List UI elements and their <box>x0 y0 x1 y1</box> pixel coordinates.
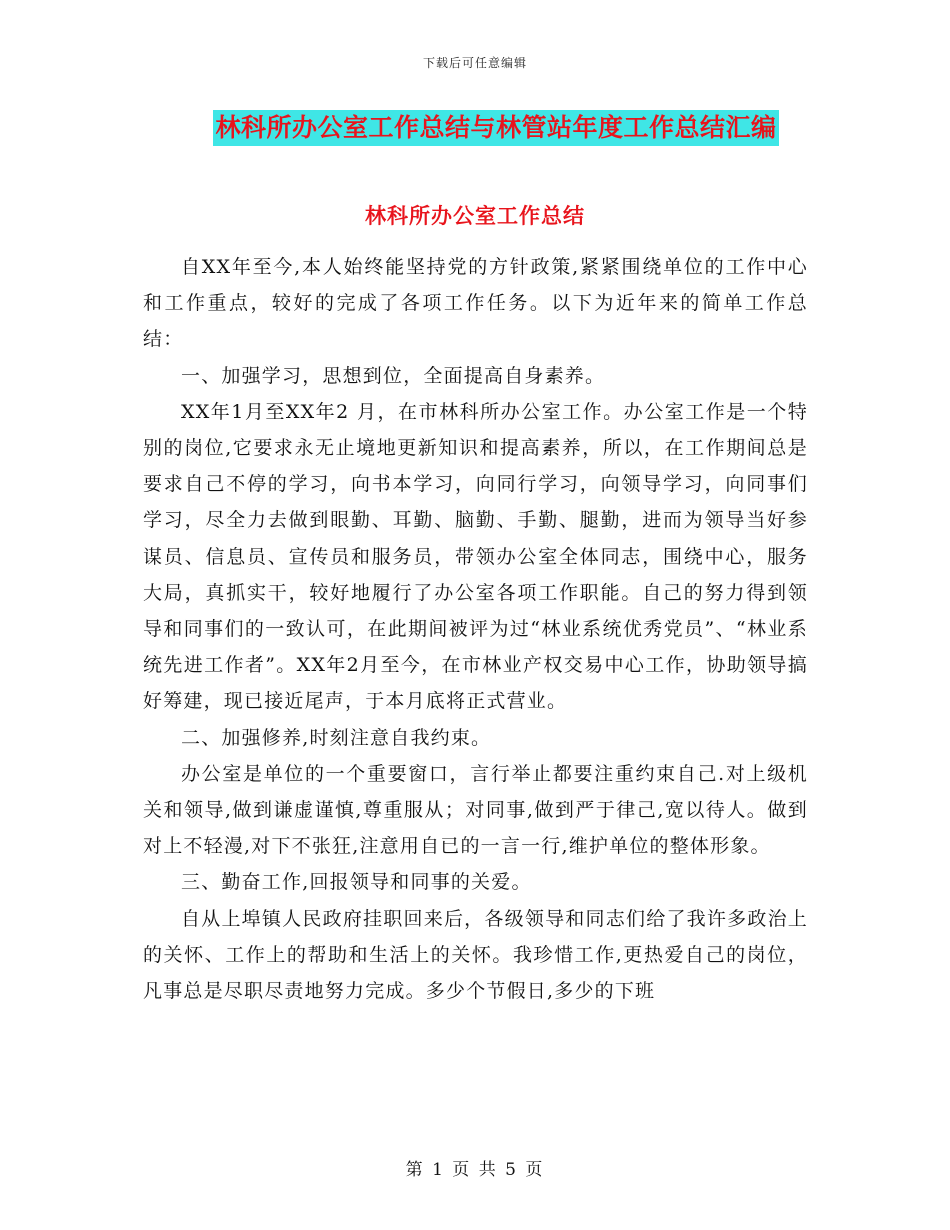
main-title-container <box>0 110 950 146</box>
heading-study: 一、加强学习，思想到位，全面提高自身素养。 <box>181 364 606 387</box>
page-number-footer: 第 1 页 共 5 页 <box>405 1160 545 1180</box>
paragraph-diligence: 自从上埠镇人民政府挂职回来后，各级领导和同志们给了我许多政治上的关怀、工作上的帮助和生活上的关怀。我珍惜工作,更热爱自己的岗位，凡事总是尽职尽责地努力完成。多少个节假日,多少的下班 <box>143 907 808 1003</box>
document-body <box>143 249 808 1009</box>
heading-cultivation: 二、加强修养,时刻注意自我约束。 <box>181 726 492 749</box>
paragraph-intro: 自XX年至今,本人始终能坚持党的方针政策,紧紧围绕单位的工作中心和工作重点，较好的完成了各项工作任务。以下为近年来的简单工作总结： <box>143 256 808 351</box>
paragraph-study: XX年1月至XX年2 月，在市林科所办公室工作。办公室工作是一个特别的岗位,它要求永无止境地更新知识和提高素养，所以，在工作期间总是要求自己不停的学习，向书本学习，向同行学习，向领导学习，向同事们学习，尽全力去做到眼勤、耳勤、脑勤、手勤、腿勤，进而为领导当好参谋员、信息员、宣传员和服务员，带领办公室全体同志，围绕中心，服务大局，真抓实干，较好地履行了办公室各项工作职能。自己的努力得到领导和同事们的一致认可，在此期间被评为过“林业系统优秀党员”、“林业系统先进工作者”。XX年2月至今，在市林业产权交易中心工作，协助领导搞好筹建，现已接近尾声，于本月底将正式营业。 <box>143 400 808 713</box>
heading-diligence: 三、勤奋工作,回报领导和同事的关爱。 <box>181 871 532 894</box>
document-title: 林科所办公室工作总结与林管站年度工作总结汇编 <box>213 110 778 146</box>
section-title: 林科所办公室工作总结 <box>365 203 585 228</box>
header-note: 下载后可任意编辑 <box>422 56 527 70</box>
paragraph-cultivation: 办公室是单位的一个重要窗口，言行举止都要注重约束自己.对上级机关和领导,做到谦虚谨慎,尊重服从；对同事,做到严于律己,宽以待人。做到对上不轻漫,对下不张狂,注意用自已的一言一行,维护单位的整体形象。 <box>143 762 808 858</box>
